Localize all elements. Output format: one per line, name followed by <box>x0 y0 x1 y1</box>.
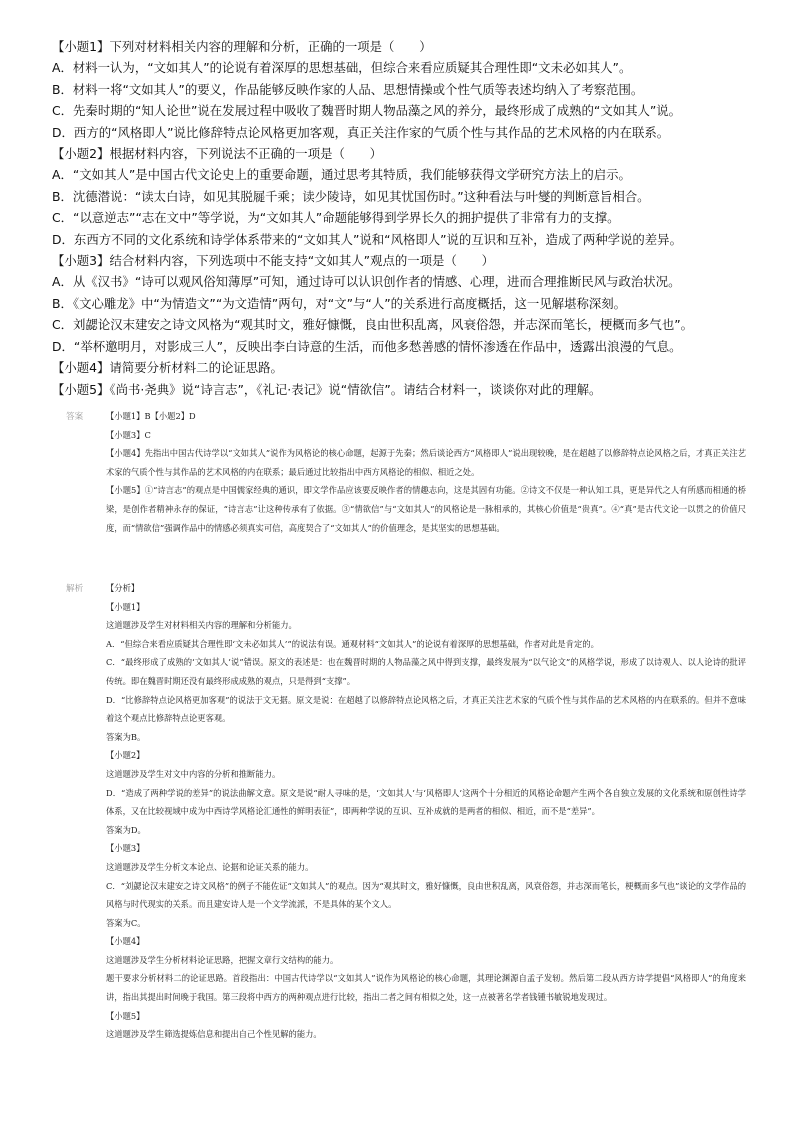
analysis-line: 题干要求分析材料二的论证思路。首段指出：中国古代诗学以“文如其人”说作为风格论的核心命题，其理论渊源自孟子发轫。然后第二段从西方诗学提倡“风格即人”的角度来讲，指出其提出时间晚于我国。第三段将中西方的两种观点进行比较，指出二者之间有相似之处，这一点被著名学者钱锺书敏锐地发现过。 <box>106 973 746 1003</box>
question-1-option-b: B．材料一将“文如其人”的要义，作品能够反映作家的人品、思想情操或个性气质等表述均纳入了考察范围。 <box>52 81 644 97</box>
analysis-line: 答案为D。 <box>106 824 146 835</box>
question-5-stem: 【小题5】《尚书·尧典》说“诗言志”，《礼记·表记》说“情欲信”。请结合材料一，谈谈你对此的理解。 <box>52 381 602 397</box>
analysis-label: 解析 <box>66 583 84 593</box>
question-1-option-a: A．材料一认为，“文如其人”的论说有着深厚的思想基础，但综合来看应质疑其合理性即“文未必如其人”。 <box>52 60 632 76</box>
question-3-option-c: C．刘勰论汉末建安之诗文风格为“观其时文，雅好慷慨，良由世积乱离，风衰俗怨，并志深而笔长，梗概而多气也”。 <box>52 317 694 333</box>
answer-label: 答案 <box>66 411 84 421</box>
analysis-line: 【小题3】 <box>106 843 145 854</box>
analysis-line: 【小题2】 <box>106 750 145 761</box>
analysis-line: D．“造成了两种学说的差异”的说法曲解文意。原文是说“耐人寻味的是，‘文如其人’与‘风格即人’这两个十分相近的风格论命题产生两个各自独立发展的文化系统和原创性诗学体系，又在比较视域中成为中西诗学风格论汇通性的鲜明表征”，即两种学说的互识、互补成就的是两者的相似、相近，而不是“差异”。 <box>106 787 746 817</box>
question-2-option-c: C．“以意逆志”“志在文中”等学说，为“文如其人”命题能够得到学界长久的拥护提供了非常有力的支撑。 <box>52 210 620 226</box>
analysis-line: C．“刘勰论汉末建安之诗文风格”的例子不能佐证“文如其人”的观点。因为“观其时文，雅好慷慨，良由世积乱离，风衰俗怨，并志深而笔长，梗概而多气也”谈论的文学作品的风格与时代现实的关系。而且建安诗人是一个文学流派，不是具体的某个文人。 <box>106 880 746 910</box>
analysis-line: 这道题涉及学生分析材料论证思路，把握文章行文结构的能力。 <box>106 954 339 965</box>
analysis-line: 【小题4】 <box>106 936 145 947</box>
question-3-option-b: B．《文心雕龙》中“为情造文”“为文造情”两句，对“文”与“人”的关系进行高度概括，这一见解堪称深刻。 <box>52 295 627 311</box>
analysis-line: 这道题涉及学生对文中内容的分析和推断能力。 <box>106 768 281 779</box>
question-2-option-a: A．“文如其人”是中国古代文论史上的重要命题，通过思考其特质，我们能够获得文学研究方法上的启示。 <box>52 167 631 183</box>
answer-line: 【小题3】C <box>106 429 151 440</box>
answer-line: 【小题4】先指出中国古代诗学以“文如其人”说作为风格论的核心命题，起源于先秦；然后谈论西方“风格即人”说出现较晚，是在超越了以修辞特点论风格之后，才真正关注艺术家的气质个性与其作品的艺术风格的内在联系；最后通过比较指出中西方风格论的相似、相近之处。 <box>106 448 746 477</box>
answer-line: 【小题1】B【小题2】D <box>106 411 196 421</box>
analysis-line: D．“比修辞特点论风格更加客观”的说法于文无据。原文是说：在超越了以修辞特点论风格之后，才真正关注艺术家的气质个性与其作品的艺术风格的内在联系的。但并不意味着这个观点比修辞特点论更客观。 <box>106 694 746 724</box>
analysis-line: 答案为C。 <box>106 917 146 928</box>
question-2-option-d: D．东西方不同的文化系统和诗学体系带来的“文如其人”说和“风格即人”说的互识和互补，造成了两种学说的差异。 <box>52 231 682 247</box>
analysis-line: 【小题5】 <box>106 1010 145 1021</box>
analysis-line: 答案为B。 <box>106 731 146 742</box>
analysis-line: 【小题1】 <box>106 601 145 612</box>
analysis-line: 这道题涉及学生对材料相关内容的理解和分析能力。 <box>106 620 297 631</box>
question-1-stem: 【小题1】下列对材料相关内容的理解和分析，正确的一项是（ ） <box>52 39 432 54</box>
analysis-line: A．“但综合来看应质疑其合理性即‘文未必如其人’”的说法有误。通观材料“文如其人”的论说有着深厚的思想基础，作者对此是肯定的。 <box>106 638 599 649</box>
question-2-stem: 【小题2】根据材料内容，下列说法不正确的一项是（ ） <box>52 146 383 162</box>
question-2-option-b: B．沈德潜说：“读太白诗，如见其脱屣千乘；读少陵诗，如见其忧国伤时。”这种看法与叶燮的判断意旨相合。 <box>52 188 650 204</box>
analysis-line: C．“最终形成了成熟的‘文如其人’说”错误。原文的表述是：也在魏晋时期的人物品藻之风中得到支撑，最终发展为“以气论文”的风格学说，形成了以诗观人、以人论诗的批评传统。即在魏晋时期还没有最终形成成熟的观点，只是得到“支撑”。 <box>106 657 746 686</box>
question-3-stem: 【小题3】结合材料内容，下列选项中不能支持“文如其人”观点的一项是（ ） <box>52 253 495 269</box>
analysis-line: 【分析】 <box>106 583 140 593</box>
question-1-option-c: C．先秦时期的“知人论世”说在发展过程中吸收了魏晋时期人物品藻之风的养分，最终形成了成熟的“文如其人”说。 <box>52 103 682 119</box>
question-4-stem: 【小题4】请简要分析材料二的论证思路。 <box>52 360 283 376</box>
question-3-option-a: A．从《汉书》“诗可以观风俗知薄厚”可知，通过诗可以认识创作者的情感、心理，进而合理推断民风与政治状况。 <box>52 274 681 290</box>
questions-section <box>52 36 752 400</box>
analysis-line: 这道题涉及学生筛选提炼信息和提出自己个性见解的能力。 <box>106 1029 322 1040</box>
answer-line: 【小题5】①“诗言志”的观点是中国儒家经典的通识，即文学作品应该要反映作者的情趣志向，这是其固有功能。②诗文不仅是一种认知工具，更是异代之人有所感而相通的桥梁，是创作者精神永存的保证，“诗言志”让这种传承有了依据。③“情欲信”与“文如其人”的风格论是一脉相承的，其核心价值是“贵真”。④“真”是古代文论一以贯之的价值尺度，而“情欲信”强调作品中的情感必须真实可信，高度契合了“文如其人”的价值理念，是其坚实的思想基础。 <box>106 485 746 533</box>
question-3-option-d: D．“举杯邀明月，对影成三人”，反映出李白诗意的生活，而他多愁善感的情怀渗透在作品中，透露出浪漫的气息。 <box>52 338 682 354</box>
question-1-option-d: D．西方的“风格即人”说比修辞特点论风格更加客观，真正关注作家的气质个性与其作品的艺术风格的内在联系。 <box>52 124 670 140</box>
analysis-line: 这道题涉及学生分析文本论点、论据和论证关系的能力。 <box>106 861 314 872</box>
